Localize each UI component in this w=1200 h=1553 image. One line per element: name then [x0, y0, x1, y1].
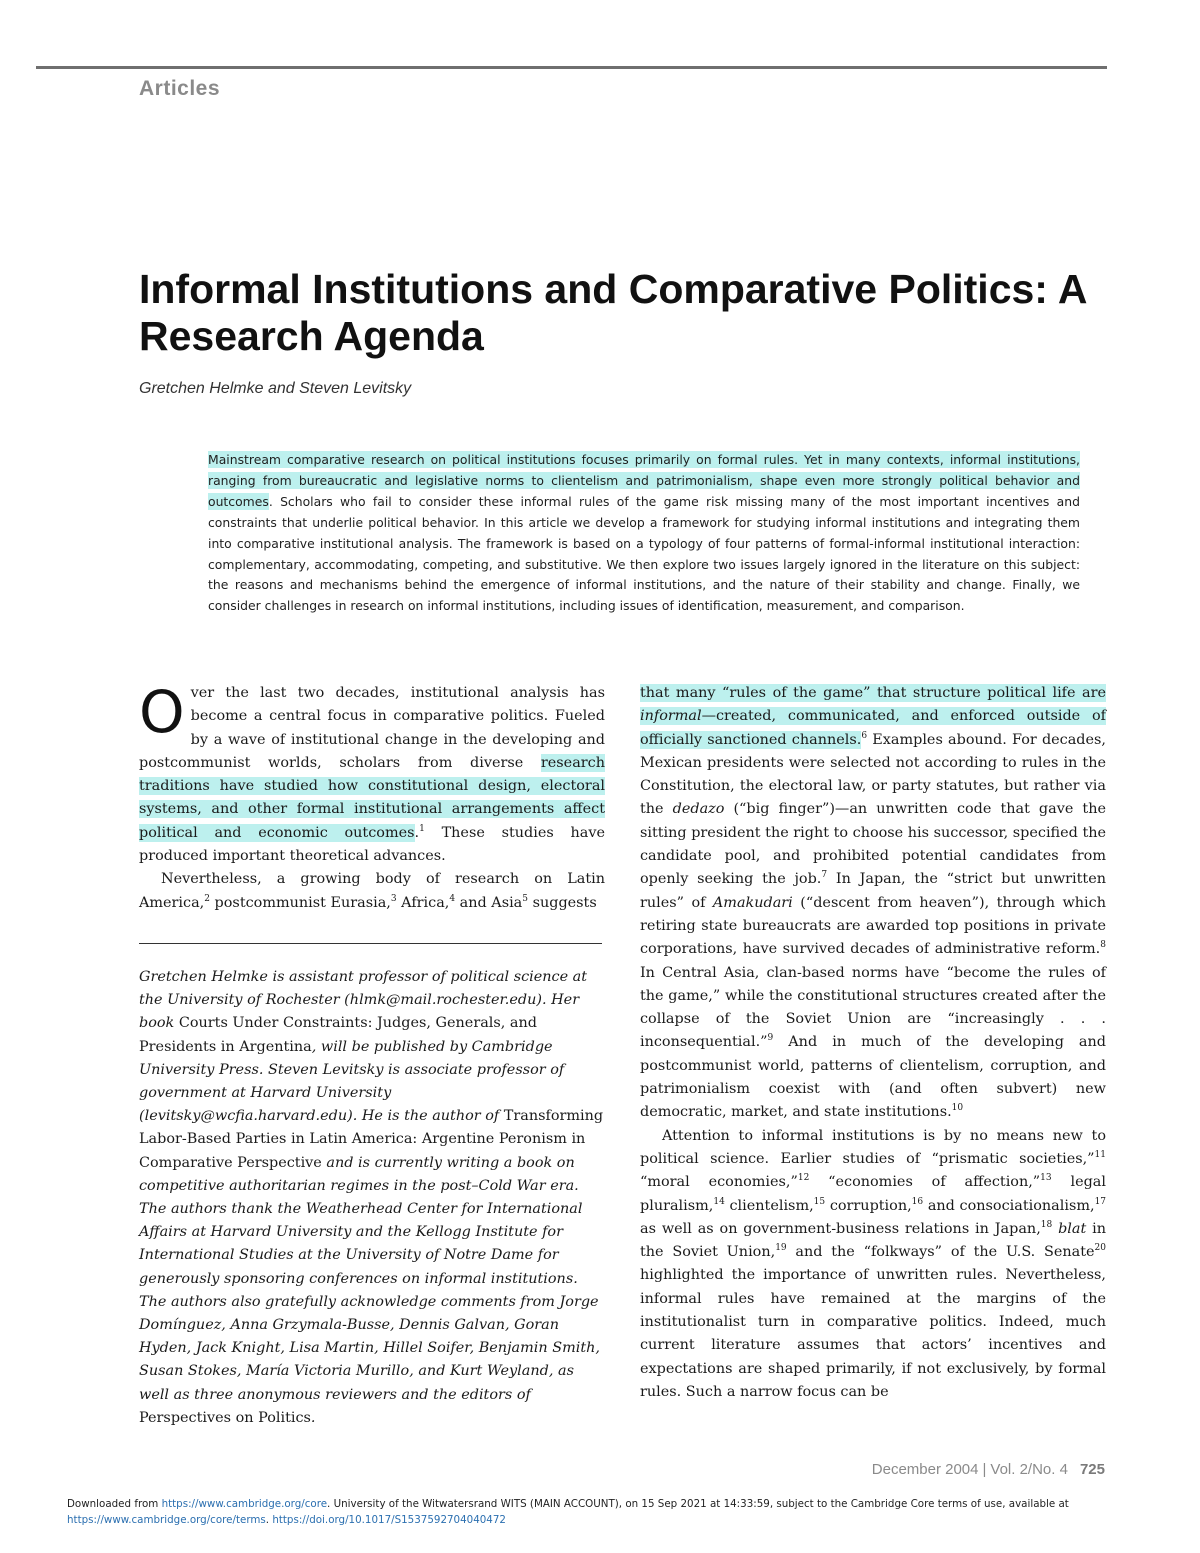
terms-link[interactable]: https://www.cambridge.org/core/terms	[67, 1514, 266, 1526]
footnote-ref[interactable]: 19	[775, 1243, 787, 1254]
footnote-ref[interactable]: 7	[821, 870, 828, 881]
article-title: Informal Institutions and Comparative Politics: A Research Agenda	[139, 266, 1086, 359]
page-footer	[872, 1461, 1105, 1478]
footnote-ref[interactable]: 16	[911, 1196, 924, 1207]
abstract	[208, 450, 1080, 617]
section-label: Articles	[139, 77, 221, 100]
body-text: Examples abound. For decades, Mexican presidents were selected not according to rules in the Constitution, the electoral law, or party statutes, but rather via the	[640, 731, 1106, 818]
footnote-ref[interactable]: 9	[767, 1033, 774, 1044]
book-title: Courts Under Constraints: Judges, Generals, and Presidents in Argentina	[139, 1015, 537, 1055]
footnote-ref[interactable]: 12	[797, 1173, 810, 1184]
emphasis: dedazo	[672, 801, 725, 818]
body-text: “economies of affection,”	[809, 1174, 1041, 1191]
cambridge-core-link[interactable]: https://www.cambridge.org/core	[161, 1498, 328, 1510]
body-column-right	[640, 682, 1106, 1404]
emphasis: blat	[1058, 1220, 1087, 1237]
abstract-text: . Scholars who fail to consider these informal rules of the game risk missing many of the most important incentives and constraints that underlie political behavior. In this article we develop a framework for studying informal institutions and integrating them into comparative institutional analysis. The framework is based on a typology of four patterns of formal-informal institutional interaction: complementary, accommodating, competing, and substitutive. We then explore two issues largely ignored in the literature on this subject: the reasons and mechanisms behind the emergence of informal institutions, and the nature of their stability and change. Finally, we consider challenges in research on informal institutions, including issues of identification, measurement, and comparison.	[208, 493, 1080, 614]
footnote-ref[interactable]: 20	[1094, 1243, 1106, 1254]
body-text: Nevertheless, a growing body of research on Latin America,	[139, 871, 605, 911]
issue-volume: Vol. 2/No. 4	[990, 1461, 1068, 1478]
footnote-rule	[139, 943, 602, 944]
footnote-ref[interactable]: 4	[449, 893, 456, 904]
body-paragraph	[139, 678, 605, 868]
bio-text: .	[310, 1409, 316, 1426]
emphasis: Amakudari	[712, 894, 793, 911]
body-paragraph	[640, 1125, 1106, 1405]
top-rule	[36, 66, 1107, 69]
body-text: and Asia	[455, 894, 523, 911]
body-text: as well as on government-business relations in Japan,	[640, 1220, 1041, 1237]
body-text: In Central Asia, clan-based norms have “become the rules of the game,” while the constitutional structures created after the collapse of the Soviet Union are “increasingly . . . inconsequential.”	[640, 964, 1106, 1051]
download-text: Downloaded from	[67, 1498, 162, 1510]
bio-text: Gretchen Helmke is assistant professor of political science at the University of Rochester (hlmk@mail.rochester.edu). Her book	[139, 969, 588, 1032]
footnote-ref[interactable]: 13	[1040, 1173, 1052, 1184]
abstract-highlight[interactable]: Mainstream comparative research on political institutions focuses primarily on formal rules. Yet in many contexts, informal institutions, ranging from bureaucratic and legislative norms to clientelism and patrimonialism, shape even more strongly political behavior and outcomes	[208, 452, 1080, 509]
footnote-ref[interactable]: 10	[951, 1103, 964, 1114]
article-authors: Gretchen Helmke and Steven Levitsky	[139, 380, 412, 397]
body-highlight[interactable]: research traditions have studied how constitutional design, electoral systems, and other formal institutional arrangements affect political and economic outcomes	[139, 754, 605, 841]
body-text: (“big finger”)—an unwritten code that gave the sitting president the right to choose his successor, specified the candidate pool, and prohibited potential candidates from openly seeking the job.	[640, 801, 1107, 888]
footnote-ref[interactable]: 3	[390, 893, 397, 904]
body-text: and consociationalism,	[923, 1197, 1095, 1214]
emphasis: informal	[640, 708, 702, 725]
issue-date: December 2004	[871, 1461, 979, 1478]
download-notice	[67, 1496, 1157, 1528]
footnote-ref[interactable]: 14	[713, 1196, 725, 1207]
bio-text: , will be published by Cambridge University Press. Steven Levitsky is associate professor of government at Harvard University (levitsky@wcfia.harvard.edu). He is the author of	[139, 1038, 565, 1125]
doi-link[interactable]: https://doi.org/10.1017/S1537592704040472	[272, 1514, 506, 1526]
body-text: in the Soviet Union,	[640, 1220, 1107, 1261]
footnote-ref[interactable]: 1	[419, 823, 425, 834]
body-text: postcommunist Eurasia,	[209, 894, 391, 911]
body-text: .	[414, 824, 420, 841]
body-text: Attention to informal institutions is by no means new to political science. Earlier studies of “prismatic societies,”	[640, 1127, 1106, 1167]
author-bio	[139, 966, 605, 1430]
body-text: legal pluralism,	[640, 1174, 1106, 1214]
body-text: These studies have produced important theoretical advances.	[139, 824, 605, 865]
bio-text: and is currently writing a book on competitive authoritarian regimes in the post–Cold War era. The authors thank the Weatherhead Center for International Affairs at Harvard University and the Kellogg Institute for International Studies at the University of Notre Dame for generously sponsoring conferences on informal institutions. The authors also gratefully acknowledge comments from Jorge Domínguez, Anna Grzymala-Busse, Dennis Galvan, Goran Hyden, Jack Knight, Lisa Martin, Hillel Soifer, Benjamin Smith, Susan Stokes, María Victoria Murillo, and Kurt Weyland, as well as three anonymous reviewers and the editors of	[139, 1154, 600, 1403]
body-text: ver the last two decades, institutional analysis has become a central focus in comparative politics. Fueled by a wave of institutional change in the developing and postcommunist worlds, scholars from diverse	[139, 685, 605, 771]
download-text: .	[265, 1514, 273, 1526]
body-text: corruption,	[825, 1197, 912, 1214]
body-text: And in much of the developing and postcommunist world, patterns of clientelism, corruption, and patrimonialism coexist with (and often subvert) new democratic, market, and state institutions.	[640, 1034, 1106, 1121]
footnote-ref[interactable]: 15	[813, 1196, 826, 1207]
download-text: . University of the Witwatersrand WITS (MAIN ACCOUNT), on 15 Sep 2021 at 14:33:59, subject to the Cambridge Core terms of use, available at	[327, 1498, 1069, 1510]
footnote-ref[interactable]: 17	[1094, 1196, 1107, 1207]
body-text: that many “rules of the game” that structure political life are	[640, 685, 1106, 701]
drop-cap: O	[139, 678, 185, 746]
journal-title: Perspectives on Politics	[139, 1409, 311, 1426]
body-text: —created, communicated, and enforced outside of officially sanctioned channels.	[640, 708, 1106, 748]
body-text: and the “folkways” of the U.S. Senate	[786, 1244, 1095, 1261]
body-paragraph	[640, 682, 1106, 1125]
footnote-ref[interactable]: 2	[204, 893, 210, 904]
body-text: highlighted the importance of unwritten rules. Nevertheless, informal rules have remained at the margins of the institutionalist turn in comparative politics. Indeed, much current literature assumes that actors’ incentives and expectations are shaped primarily, if not exclusively, by formal rules. Such a narrow focus can be	[640, 1267, 1106, 1400]
page-number: 725	[1079, 1461, 1105, 1478]
body-text: suggests	[528, 894, 597, 911]
body-text: (“descent from heaven”), through which retiring state bureaucrats are awarded top positions in private corporations, have survived decades of administrative reform.	[640, 894, 1106, 958]
body-text: “moral economies,”	[640, 1174, 798, 1191]
body-paragraph	[139, 868, 605, 915]
body-text: Africa,	[396, 894, 450, 911]
footnote-ref[interactable]: 5	[522, 893, 528, 904]
footer-separator: |	[982, 1461, 987, 1478]
footnote-ref[interactable]: 8	[1100, 940, 1106, 951]
body-column-left	[139, 678, 605, 915]
footnote-ref[interactable]: 11	[1094, 1149, 1106, 1160]
body-text: In Japan, the “strict but unwritten rules” of	[640, 871, 1106, 911]
book-title: Transforming Labor-Based Parties in Latin America: Argentine Peronism in Comparative Perspective	[139, 1108, 604, 1171]
footnote-ref[interactable]: 18	[1040, 1219, 1053, 1230]
body-text: clientelism,	[724, 1197, 814, 1214]
footnote-ref[interactable]: 6	[861, 730, 868, 741]
